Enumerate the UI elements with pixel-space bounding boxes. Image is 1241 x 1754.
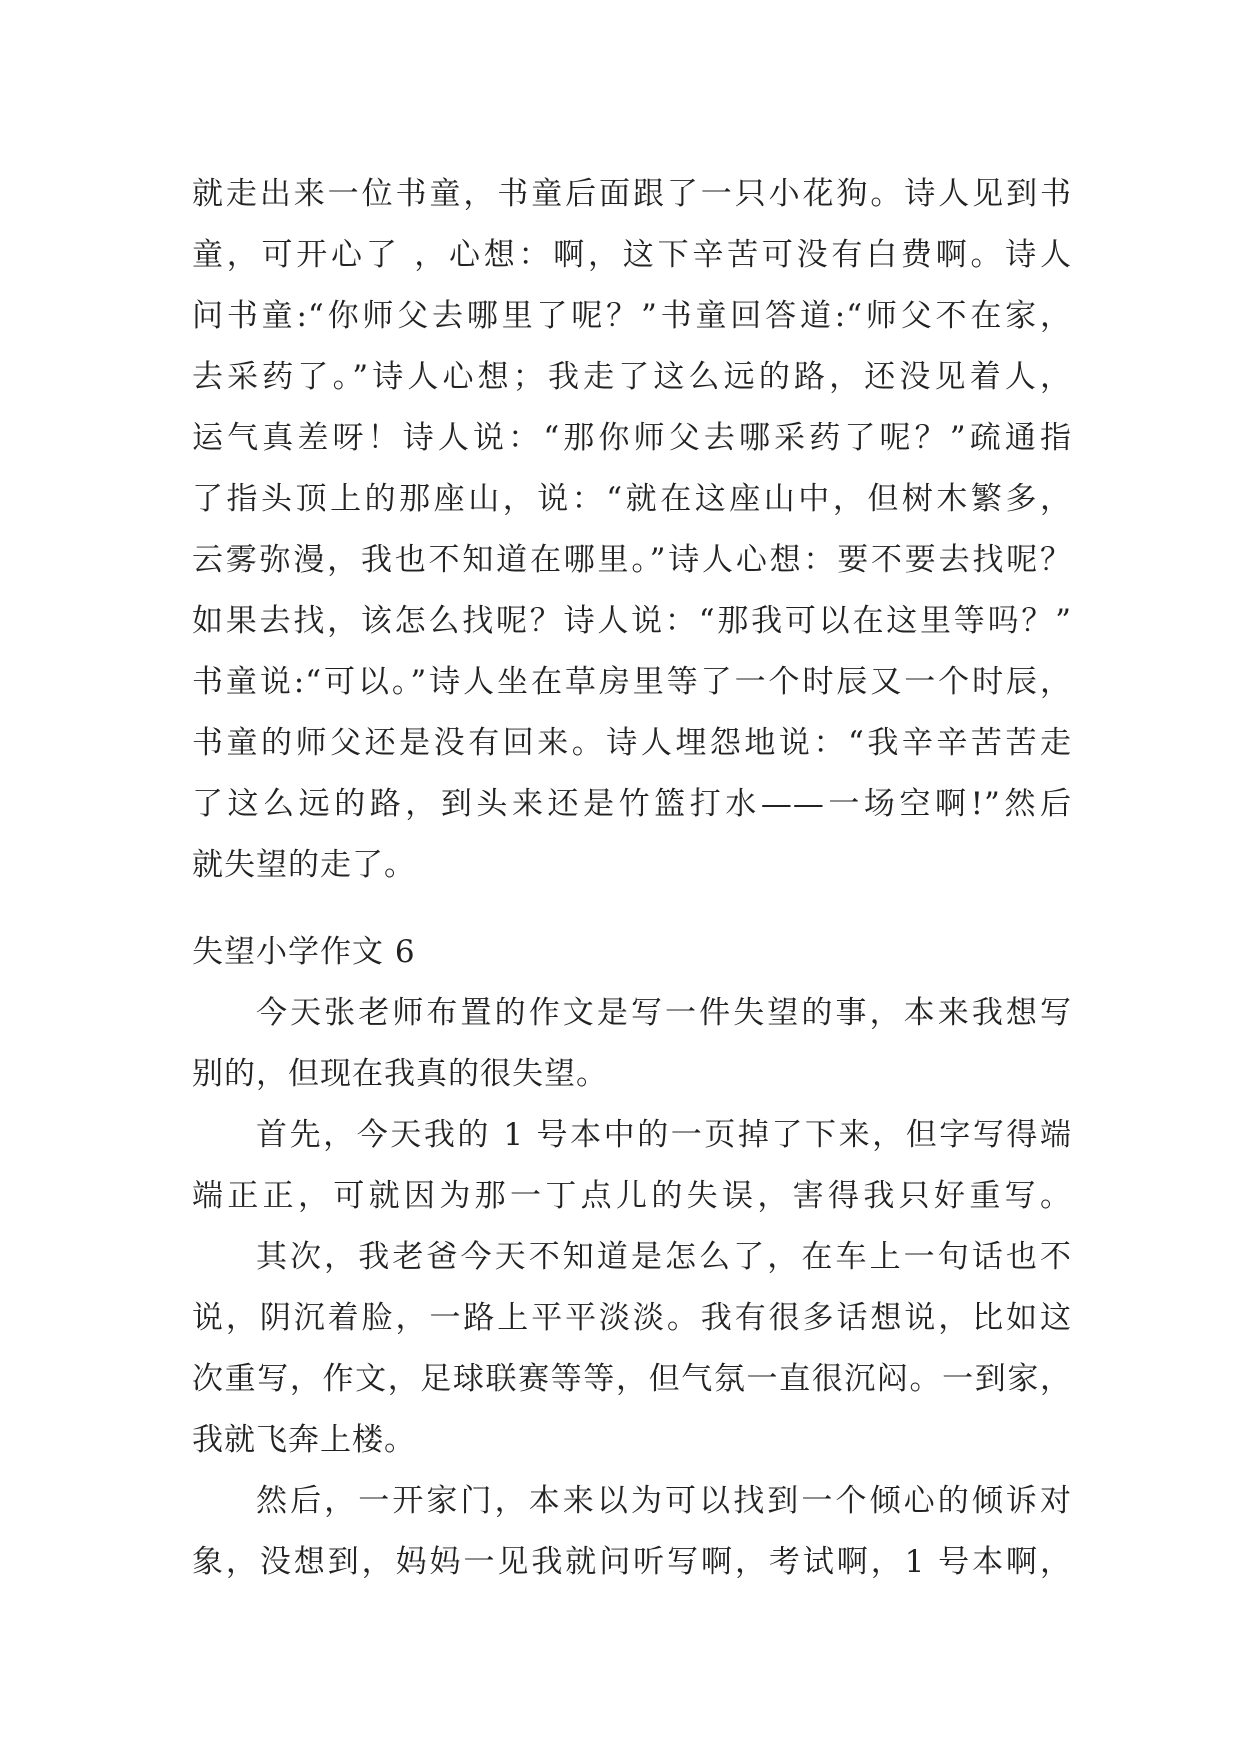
- text-line: 书童的师父还是没有回来。诗人埋怨地说：“我辛辛苦苦走: [192, 725, 1072, 761]
- story-text: [192, 164, 1072, 896]
- text-line: 次重写，作文，足球联赛等等，但气氛一直很沉闷。一到家，: [192, 1361, 1072, 1397]
- text-line: 说，阴沉着脸，一路上平平淡淡。我有很多话想说，比如这: [192, 1300, 1072, 1336]
- text-line: 了指头顶上的那座山，说：“就在这座山中，但树木繁多，: [192, 481, 1072, 517]
- text-line: 首先，今天我的 1 号本中的一页掉了下来，但字写得端: [256, 1117, 1072, 1153]
- paragraph: [192, 1227, 1072, 1471]
- text-line: 去采药了。”诗人心想；我走了这么远的路，还没见着人，: [192, 359, 1072, 395]
- text-line: 其次，我老爸今天不知道是怎么了，在车上一句话也不: [256, 1239, 1072, 1275]
- text-line: 运气真差呀！诗人说：“那你师父去哪采药了呢？”疏通指: [192, 420, 1072, 456]
- text-line: 如果去找，该怎么找呢？诗人说：“那我可以在这里等吗？”: [192, 603, 1072, 639]
- text-line: 今天张老师布置的作文是写一件失望的事，本来我想写: [256, 995, 1072, 1031]
- text-line: 了这么远的路，到头来还是竹篮打水——一场空啊!”然后: [192, 786, 1072, 822]
- section-title: 失望小学作文 6: [192, 934, 416, 970]
- essay-body: [192, 983, 1072, 1593]
- text-line: 我就飞奔上楼。: [192, 1422, 416, 1458]
- text-line: 问书童:“你师父去哪里了呢？”书童回答道:“师父不在家，: [192, 298, 1072, 334]
- text-line: 云雾弥漫，我也不知道在哪里。”诗人心想：要不要去找呢？: [192, 542, 1072, 578]
- text-line: 端正正，可就因为那一丁点儿的失误，害得我只好重写。: [192, 1178, 1072, 1214]
- text-line: 然后，一开家门，本来以为可以找到一个倾心的倾诉对: [256, 1483, 1072, 1519]
- text-line: 就走出来一位书童，书童后面跟了一只小花狗。诗人见到书: [192, 176, 1072, 212]
- text-line: 就失望的走了。: [192, 847, 416, 883]
- text-line: 别的，但现在我真的很失望。: [192, 1056, 608, 1092]
- text-line: 书童说:“可以。”诗人坐在草房里等了一个时辰又一个时辰，: [192, 664, 1072, 700]
- text-line: 童，可开心了 ，心想：啊，这下辛苦可没有白费啊。诗人: [192, 237, 1072, 273]
- paragraph: [192, 1105, 1072, 1227]
- paragraph: [192, 1471, 1072, 1593]
- paragraph: [192, 983, 1072, 1105]
- text-line: 象，没想到，妈妈一见我就问听写啊，考试啊，1 号本啊，: [192, 1544, 1072, 1580]
